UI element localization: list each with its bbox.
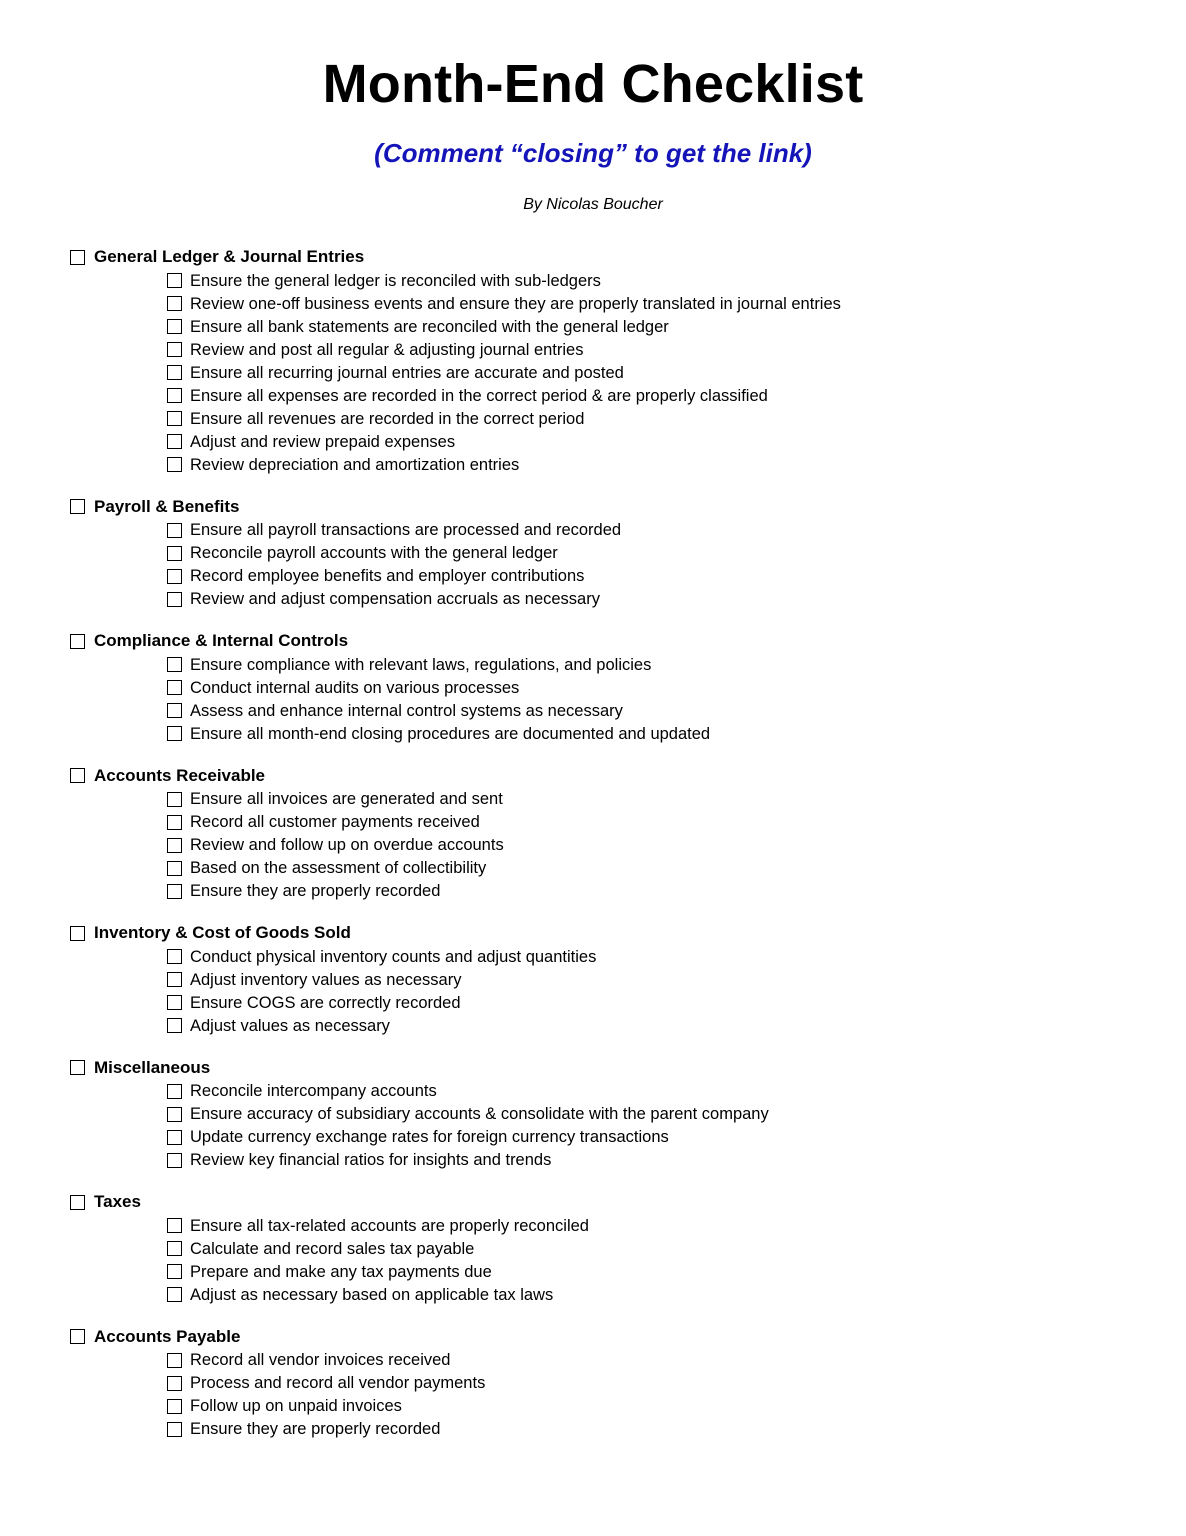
checklist-items — [70, 788, 1150, 903]
item-label: Adjust values as necessary — [190, 1016, 390, 1035]
item-label: Review and adjust compensation accruals as necessary — [190, 590, 600, 608]
item-checkbox[interactable] — [167, 411, 182, 426]
section-title: Payroll & Benefits — [94, 496, 240, 516]
item-checkbox[interactable] — [167, 1422, 182, 1437]
item-label: Record employee benefits and employer contributions — [190, 567, 585, 585]
item-checkbox[interactable] — [167, 1107, 182, 1122]
checklist-item — [70, 1080, 1150, 1103]
checklist-item — [70, 1418, 1150, 1441]
item-label: Ensure all month-end closing procedures are documented and updated — [190, 724, 711, 743]
checklist-item — [70, 269, 1150, 292]
checklist-section — [70, 922, 1150, 1037]
item-label: Reconcile intercompany accounts — [190, 1082, 437, 1100]
checklist-item — [70, 968, 1150, 991]
section-header — [70, 246, 1150, 268]
item-checkbox[interactable] — [167, 703, 182, 718]
page-title: Month-End Checklist — [322, 54, 864, 114]
checklist-item — [70, 384, 1150, 407]
item-checkbox[interactable] — [167, 1130, 182, 1145]
item-checkbox[interactable] — [167, 1287, 182, 1302]
item-checkbox[interactable] — [167, 792, 182, 807]
checklist-item — [70, 811, 1150, 834]
checklist-item — [70, 676, 1150, 699]
item-checkbox[interactable] — [167, 949, 182, 964]
item-label: Conduct internal audits on various processes — [190, 678, 520, 697]
section-checkbox[interactable] — [70, 250, 85, 265]
item-checkbox[interactable] — [167, 815, 182, 830]
checklist-item — [70, 361, 1150, 384]
checklist-item — [70, 588, 1150, 611]
item-checkbox[interactable] — [167, 995, 182, 1010]
checklist-item — [70, 834, 1150, 857]
item-checkbox[interactable] — [167, 434, 182, 449]
checklist-item — [70, 1149, 1150, 1172]
item-label: Review depreciation and amortization entries — [190, 455, 520, 474]
section-header — [70, 1326, 1150, 1348]
item-label: Record all customer payments received — [190, 813, 480, 831]
checklist-item — [70, 1126, 1150, 1149]
section-checkbox[interactable] — [70, 499, 85, 514]
section-title: Accounts Receivable — [94, 765, 266, 785]
item-label: Ensure accuracy of subsidiary accounts & consolidate with the parent company — [190, 1105, 769, 1123]
section-checkbox[interactable] — [70, 1195, 85, 1210]
item-label: Reconcile payroll accounts with the general ledger — [190, 544, 558, 562]
item-checkbox[interactable] — [167, 592, 182, 607]
item-label: Conduct physical inventory counts and adjust quantities — [190, 947, 597, 966]
checklist-item — [70, 945, 1150, 968]
item-checkbox[interactable] — [167, 1376, 182, 1391]
item-checkbox[interactable] — [167, 365, 182, 380]
checklist-item — [70, 699, 1150, 722]
section-checkbox[interactable] — [70, 768, 85, 783]
item-label: Calculate and record sales tax payable — [190, 1239, 475, 1258]
item-checkbox[interactable] — [167, 884, 182, 899]
checklist-section — [70, 496, 1150, 611]
checklist-item — [70, 1237, 1150, 1260]
item-label: Review one-off business events and ensure they are properly translated in journal entries — [190, 294, 841, 313]
checklist-item — [70, 880, 1150, 903]
item-checkbox[interactable] — [167, 1241, 182, 1256]
checklist-items — [70, 269, 1150, 476]
section-checkbox[interactable] — [70, 1060, 85, 1075]
section-checkbox[interactable] — [70, 926, 85, 941]
checklist-item — [70, 1395, 1150, 1418]
item-label: Ensure all tax-related accounts are properly reconciled — [190, 1216, 589, 1235]
item-checkbox[interactable] — [167, 273, 182, 288]
section-header — [70, 1191, 1150, 1213]
item-label: Ensure all expenses are recorded in the correct period & are properly classified — [190, 386, 768, 405]
section-title: Compliance & Internal Controls — [94, 631, 349, 650]
item-label: Adjust as necessary based on applicable tax laws — [190, 1285, 554, 1304]
checklist-items — [70, 945, 1150, 1037]
checklist-item — [70, 1260, 1150, 1283]
checklist-item — [70, 722, 1150, 745]
section-title: Taxes — [94, 1192, 141, 1211]
section-title: General Ledger & Journal Entries — [94, 247, 365, 266]
checklist-items — [70, 1349, 1150, 1441]
checklist-item — [70, 653, 1150, 676]
checklist-section — [70, 765, 1150, 903]
author-byline: By Nicolas Boucher — [523, 196, 663, 213]
section-checkbox[interactable] — [70, 634, 85, 649]
item-checkbox[interactable] — [167, 1218, 182, 1233]
checklist-item — [70, 991, 1150, 1014]
checklist-item — [70, 1349, 1150, 1372]
checklist-item — [70, 1103, 1150, 1126]
item-label: Based on the assessment of collectibility — [190, 859, 487, 877]
item-checkbox[interactable] — [167, 546, 182, 561]
checklist-item — [70, 315, 1150, 338]
checklist-item — [70, 565, 1150, 588]
section-checkbox[interactable] — [70, 1329, 85, 1344]
checklist-items — [70, 1080, 1150, 1172]
section-title: Miscellaneous — [94, 1057, 211, 1077]
item-label: Follow up on unpaid invoices — [190, 1397, 402, 1415]
item-checkbox[interactable] — [167, 1353, 182, 1368]
item-label: Ensure all recurring journal entries are accurate and posted — [190, 363, 624, 382]
checklist-item — [70, 542, 1150, 565]
item-label: Record all vendor invoices received — [190, 1351, 451, 1369]
checklist-items — [70, 519, 1150, 611]
item-checkbox[interactable] — [167, 1399, 182, 1414]
item-checkbox[interactable] — [167, 838, 182, 853]
checklist-item — [70, 407, 1150, 430]
checklist-item — [70, 519, 1150, 542]
item-checkbox[interactable] — [167, 1084, 182, 1099]
item-checkbox[interactable] — [167, 1153, 182, 1168]
item-checkbox[interactable] — [167, 680, 182, 695]
item-label: Review and follow up on overdue accounts — [190, 836, 504, 854]
item-label: Ensure compliance with relevant laws, regulations, and policies — [190, 655, 652, 674]
item-label: Prepare and make any tax payments due — [190, 1262, 492, 1281]
checklist-item — [70, 292, 1150, 315]
checklist-section — [70, 1057, 1150, 1172]
checklist-sections — [70, 246, 1150, 1460]
checklist-item — [70, 453, 1150, 476]
checklist-item — [70, 1283, 1150, 1306]
item-label: Adjust inventory values as necessary — [190, 970, 462, 989]
section-header — [70, 1057, 1150, 1079]
item-checkbox[interactable] — [167, 342, 182, 357]
item-label: Ensure they are properly recorded — [190, 1420, 441, 1438]
item-checkbox[interactable] — [167, 319, 182, 334]
checklist-item — [70, 788, 1150, 811]
checklist-section — [70, 1326, 1150, 1441]
checklist-section — [70, 630, 1150, 745]
checklist-section — [70, 246, 1150, 476]
item-label: Process and record all vendor payments — [190, 1374, 486, 1392]
item-label: Update currency exchange rates for foreign currency transactions — [190, 1128, 669, 1146]
checklist-item — [70, 857, 1150, 880]
item-label: Ensure they are properly recorded — [190, 882, 441, 900]
item-checkbox[interactable] — [167, 1018, 182, 1033]
section-header — [70, 630, 1150, 652]
item-checkbox[interactable] — [167, 569, 182, 584]
item-checkbox[interactable] — [167, 388, 182, 403]
section-header — [70, 496, 1150, 518]
item-checkbox[interactable] — [167, 726, 182, 741]
section-title: Inventory & Cost of Goods Sold — [94, 923, 351, 942]
item-label: Ensure the general ledger is reconciled with sub-ledgers — [190, 271, 601, 290]
item-checkbox[interactable] — [167, 1264, 182, 1279]
checklist-item — [70, 338, 1150, 361]
item-label: Assess and enhance internal control systems as necessary — [190, 701, 623, 720]
item-label: Ensure all revenues are recorded in the correct period — [190, 409, 585, 428]
section-title: Accounts Payable — [94, 1326, 241, 1346]
item-label: Review and post all regular & adjusting journal entries — [190, 340, 584, 359]
checklist-item — [70, 1014, 1150, 1037]
item-checkbox[interactable] — [167, 457, 182, 472]
item-checkbox[interactable] — [167, 523, 182, 538]
item-label: Ensure all payroll transactions are processed and recorded — [190, 521, 622, 539]
checklist-items — [70, 653, 1150, 745]
checklist-items — [70, 1214, 1150, 1306]
checklist-item — [70, 1214, 1150, 1237]
item-checkbox[interactable] — [167, 972, 182, 987]
checklist-section — [70, 1191, 1150, 1306]
item-label: Adjust and review prepaid expenses — [190, 432, 456, 451]
section-header — [70, 922, 1150, 944]
item-checkbox[interactable] — [167, 861, 182, 876]
page-subtitle: (Comment “closing” to get the link) — [374, 138, 812, 168]
item-label: Ensure all invoices are generated and sent — [190, 790, 503, 808]
checklist-item — [70, 1372, 1150, 1395]
checklist-item — [70, 430, 1150, 453]
item-label: Review key financial ratios for insights and trends — [190, 1151, 552, 1169]
item-checkbox[interactable] — [167, 296, 182, 311]
section-header — [70, 765, 1150, 787]
item-label: Ensure all bank statements are reconciled with the general ledger — [190, 317, 669, 336]
item-label: Ensure COGS are correctly recorded — [190, 993, 461, 1012]
item-checkbox[interactable] — [167, 657, 182, 672]
